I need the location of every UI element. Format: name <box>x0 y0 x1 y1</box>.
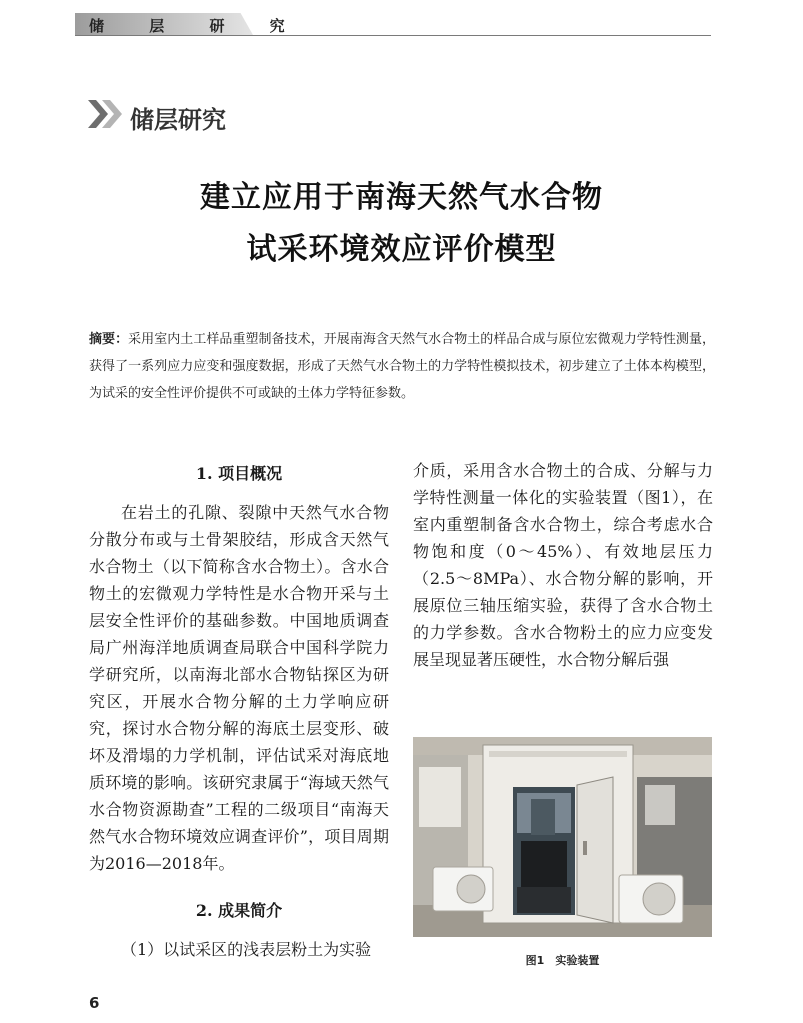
left-column <box>89 460 389 963</box>
section-2-paragraph-start: （1）以试采区的浅表层粉土为实验 <box>121 940 372 959</box>
running-header-rule <box>75 35 711 36</box>
section-2-heading: 2. 成果简介 <box>195 901 283 920</box>
abstract-text: 采用室内土工样品重塑制备技术，开展南海含天然气水合物土的样品合成与原位宏微观力学特性测量，获得了一系列应力应变和强度数据，形成了天然气水合物土的力学特性模拟技术，初步建立了土体本构模型，为试采的安全性评价提供不可或缺的土体力学特征参数。 <box>89 332 715 401</box>
article-title <box>0 172 803 276</box>
running-header-title: 储 层 研 究 <box>89 17 305 35</box>
abstract-label: 摘要： <box>89 332 129 347</box>
figure-caption: 图1 实验装置 <box>525 954 600 967</box>
article-title-line-2: 试采环境效应评价模型 <box>246 232 557 267</box>
article-title-line-1: 建立应用于南海天然气水合物 <box>200 180 603 215</box>
section-label-text: 储层研究 <box>130 105 226 134</box>
section-1-heading: 1. 项目概况 <box>195 464 283 483</box>
double-chevron-icon <box>88 98 126 130</box>
experiment-apparatus-photo <box>413 737 712 937</box>
page-number: 6 <box>89 994 100 1012</box>
right-column <box>413 457 713 673</box>
abstract <box>89 326 715 407</box>
section-1-paragraph: 在岩土的孔隙、裂隙中天然气水合物分散分布或与土骨架胶结，形成含天然气水合物土（以下简称含水合物土）。含水合物土的宏微观力学特性是水合物开采与土层安全性评价的基础参数。中国地质调查局广州海洋地质调查局联合中国科学院力学研究所，以南海北部水合物钻探区为研究区，开展水合物分解的土力学响应研究，探讨水合物分解的海底土层变形、破坏及滑塌的力学机制，评估试采对海底地质环境的影响。该研究隶属于“海域天然气水合物资源勘查”工程的二级项目“南海天然气水合物环境效应调查评价”，项目周期为2016—2018年。 <box>89 503 389 873</box>
running-header <box>75 13 711 37</box>
section-2-paragraph-continued: 介质，采用含水合物土的合成、分解与力学特性测量一体化的实验装置（图1），在室内重塑制备含水合物土，综合考虑水合物饱和度（0～45%）、有效地层压力（2.5～8MPa）、水合物分解的影响，开展原位三轴压缩实验，获得了含水合物土的力学参数。含水合物粉土的应力应变发展呈现显著压硬性，水合物分解后强 <box>413 461 713 669</box>
